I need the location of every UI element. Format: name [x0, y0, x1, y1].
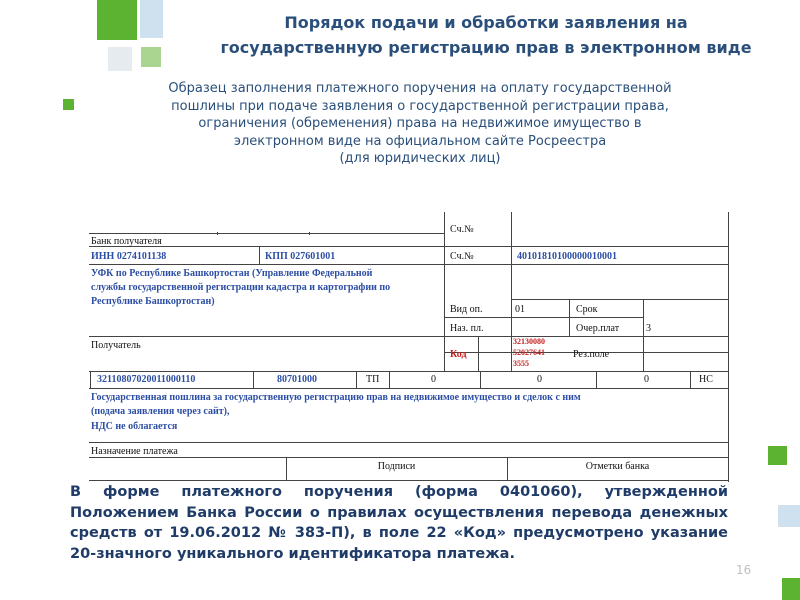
- form-line: [478, 336, 479, 371]
- page-number: 16: [736, 563, 752, 577]
- title-line: государственную регистрацию прав в электронном виде: [220, 38, 752, 57]
- subtitle-line: электронном виде на официальном сайте Росреестра: [233, 133, 607, 149]
- payment-purpose-label: Назначение платежа: [91, 446, 178, 457]
- signatures-label: Подписи: [377, 461, 416, 472]
- form-line: [259, 246, 260, 264]
- oktmo-value: 80701000: [277, 374, 317, 385]
- recipient-name: службы государственной регистрации кадастра и картографии по: [91, 282, 391, 293]
- note-paragraph: В форме платежного поручения (форма 0401060), утвержденной Положением Банка России о правилах осуществления перевода денежных средств от 19.06.2012 № 383-П), в поле 22 «Код» предусмотрено указание 20-значного уникального идентификатора платежа.: [70, 484, 728, 562]
- page-title: [180, 10, 792, 60]
- form-line: [89, 233, 444, 234]
- form-line: [511, 212, 512, 371]
- priority-label: Очер.плат: [576, 323, 620, 334]
- field-value: 0: [537, 374, 542, 385]
- kbk-value: 32110807020011000110: [97, 374, 196, 385]
- account-number: 40101810100000010001: [517, 251, 617, 262]
- kpp-value: КПП 027601001: [265, 251, 336, 262]
- reserve-field-label: Рез.поле: [573, 349, 610, 360]
- recipient-label: Получатель: [91, 340, 141, 351]
- subtitle-line: (для юридических лиц): [339, 151, 501, 166]
- form-line: [89, 371, 728, 372]
- subtitle-line: ограничения (обременения) права на недвижимое имущество в: [198, 116, 642, 131]
- account-label: Сч.№: [450, 224, 474, 235]
- subtitle-line: пошлины при подаче заявления о государственной регистрации права,: [171, 98, 669, 114]
- form-line: [389, 371, 390, 388]
- payment-order-form: [85, 212, 728, 482]
- form-line: [444, 317, 643, 318]
- deco-square: [768, 446, 787, 465]
- payment-purpose-code-label: Наз. пл.: [450, 323, 484, 334]
- form-line: [89, 480, 728, 481]
- code-label: Код: [450, 349, 467, 360]
- form-line: [89, 388, 728, 389]
- form-line: [596, 371, 597, 388]
- form-line: [309, 232, 310, 235]
- term-label: Срок: [576, 304, 598, 315]
- deco-square: [778, 505, 800, 527]
- deco-square: [97, 0, 137, 40]
- form-line: [444, 212, 445, 371]
- recipient-name: Республике Башкортостан): [91, 296, 215, 307]
- form-line: [89, 336, 728, 337]
- deco-square: [782, 578, 800, 600]
- ns-label: НС: [699, 374, 713, 385]
- form-line: [89, 246, 728, 247]
- form-line: [89, 442, 728, 443]
- bank-label: Банк получателя: [91, 236, 162, 247]
- form-line: [89, 264, 728, 265]
- payment-purpose-text: Государственная пошлина за государственную регистрацию прав на недвижимое имущество и сделок с ним: [91, 392, 581, 403]
- form-line: [643, 299, 644, 371]
- form-line: [728, 212, 729, 482]
- payment-purpose-text: НДС не облагается: [91, 421, 178, 432]
- payment-purpose-text: (подача заявления через сайт),: [91, 406, 230, 417]
- deco-square: [108, 47, 132, 71]
- form-line: [569, 299, 570, 336]
- form-line: [217, 232, 218, 235]
- priority-value: 3: [646, 323, 651, 334]
- bank-marks-label: Отметки банка: [585, 461, 650, 472]
- field-value: 0: [644, 374, 649, 385]
- code-value: 32130080: [513, 337, 545, 346]
- page-subtitle: [70, 80, 770, 168]
- title-line: Порядок подачи и обработки заявления на: [284, 13, 688, 32]
- inn-value: ИНН 0274101138: [91, 251, 167, 262]
- deco-square: [140, 0, 163, 38]
- account-label: Сч.№: [450, 251, 474, 262]
- deco-square: [141, 47, 161, 67]
- subtitle-line: Образец заполнения платежного поручения на оплату государственной: [168, 81, 672, 96]
- operation-type-label: Вид оп.: [450, 304, 483, 315]
- form-line: [480, 371, 481, 388]
- recipient-name: УФК по Республике Башкортостан (Управление Федеральной: [91, 268, 373, 279]
- form-line: [356, 371, 357, 388]
- code-value: 3555: [513, 359, 529, 368]
- form-line: [89, 457, 728, 458]
- form-line: [690, 371, 691, 388]
- field-value: 0: [431, 374, 436, 385]
- code-value: 52027641: [513, 348, 545, 357]
- form-line: [90, 371, 91, 388]
- form-line: [253, 371, 254, 388]
- tp-label: ТП: [366, 374, 380, 385]
- operation-type-value: 01: [515, 304, 525, 315]
- form-line: [511, 299, 728, 300]
